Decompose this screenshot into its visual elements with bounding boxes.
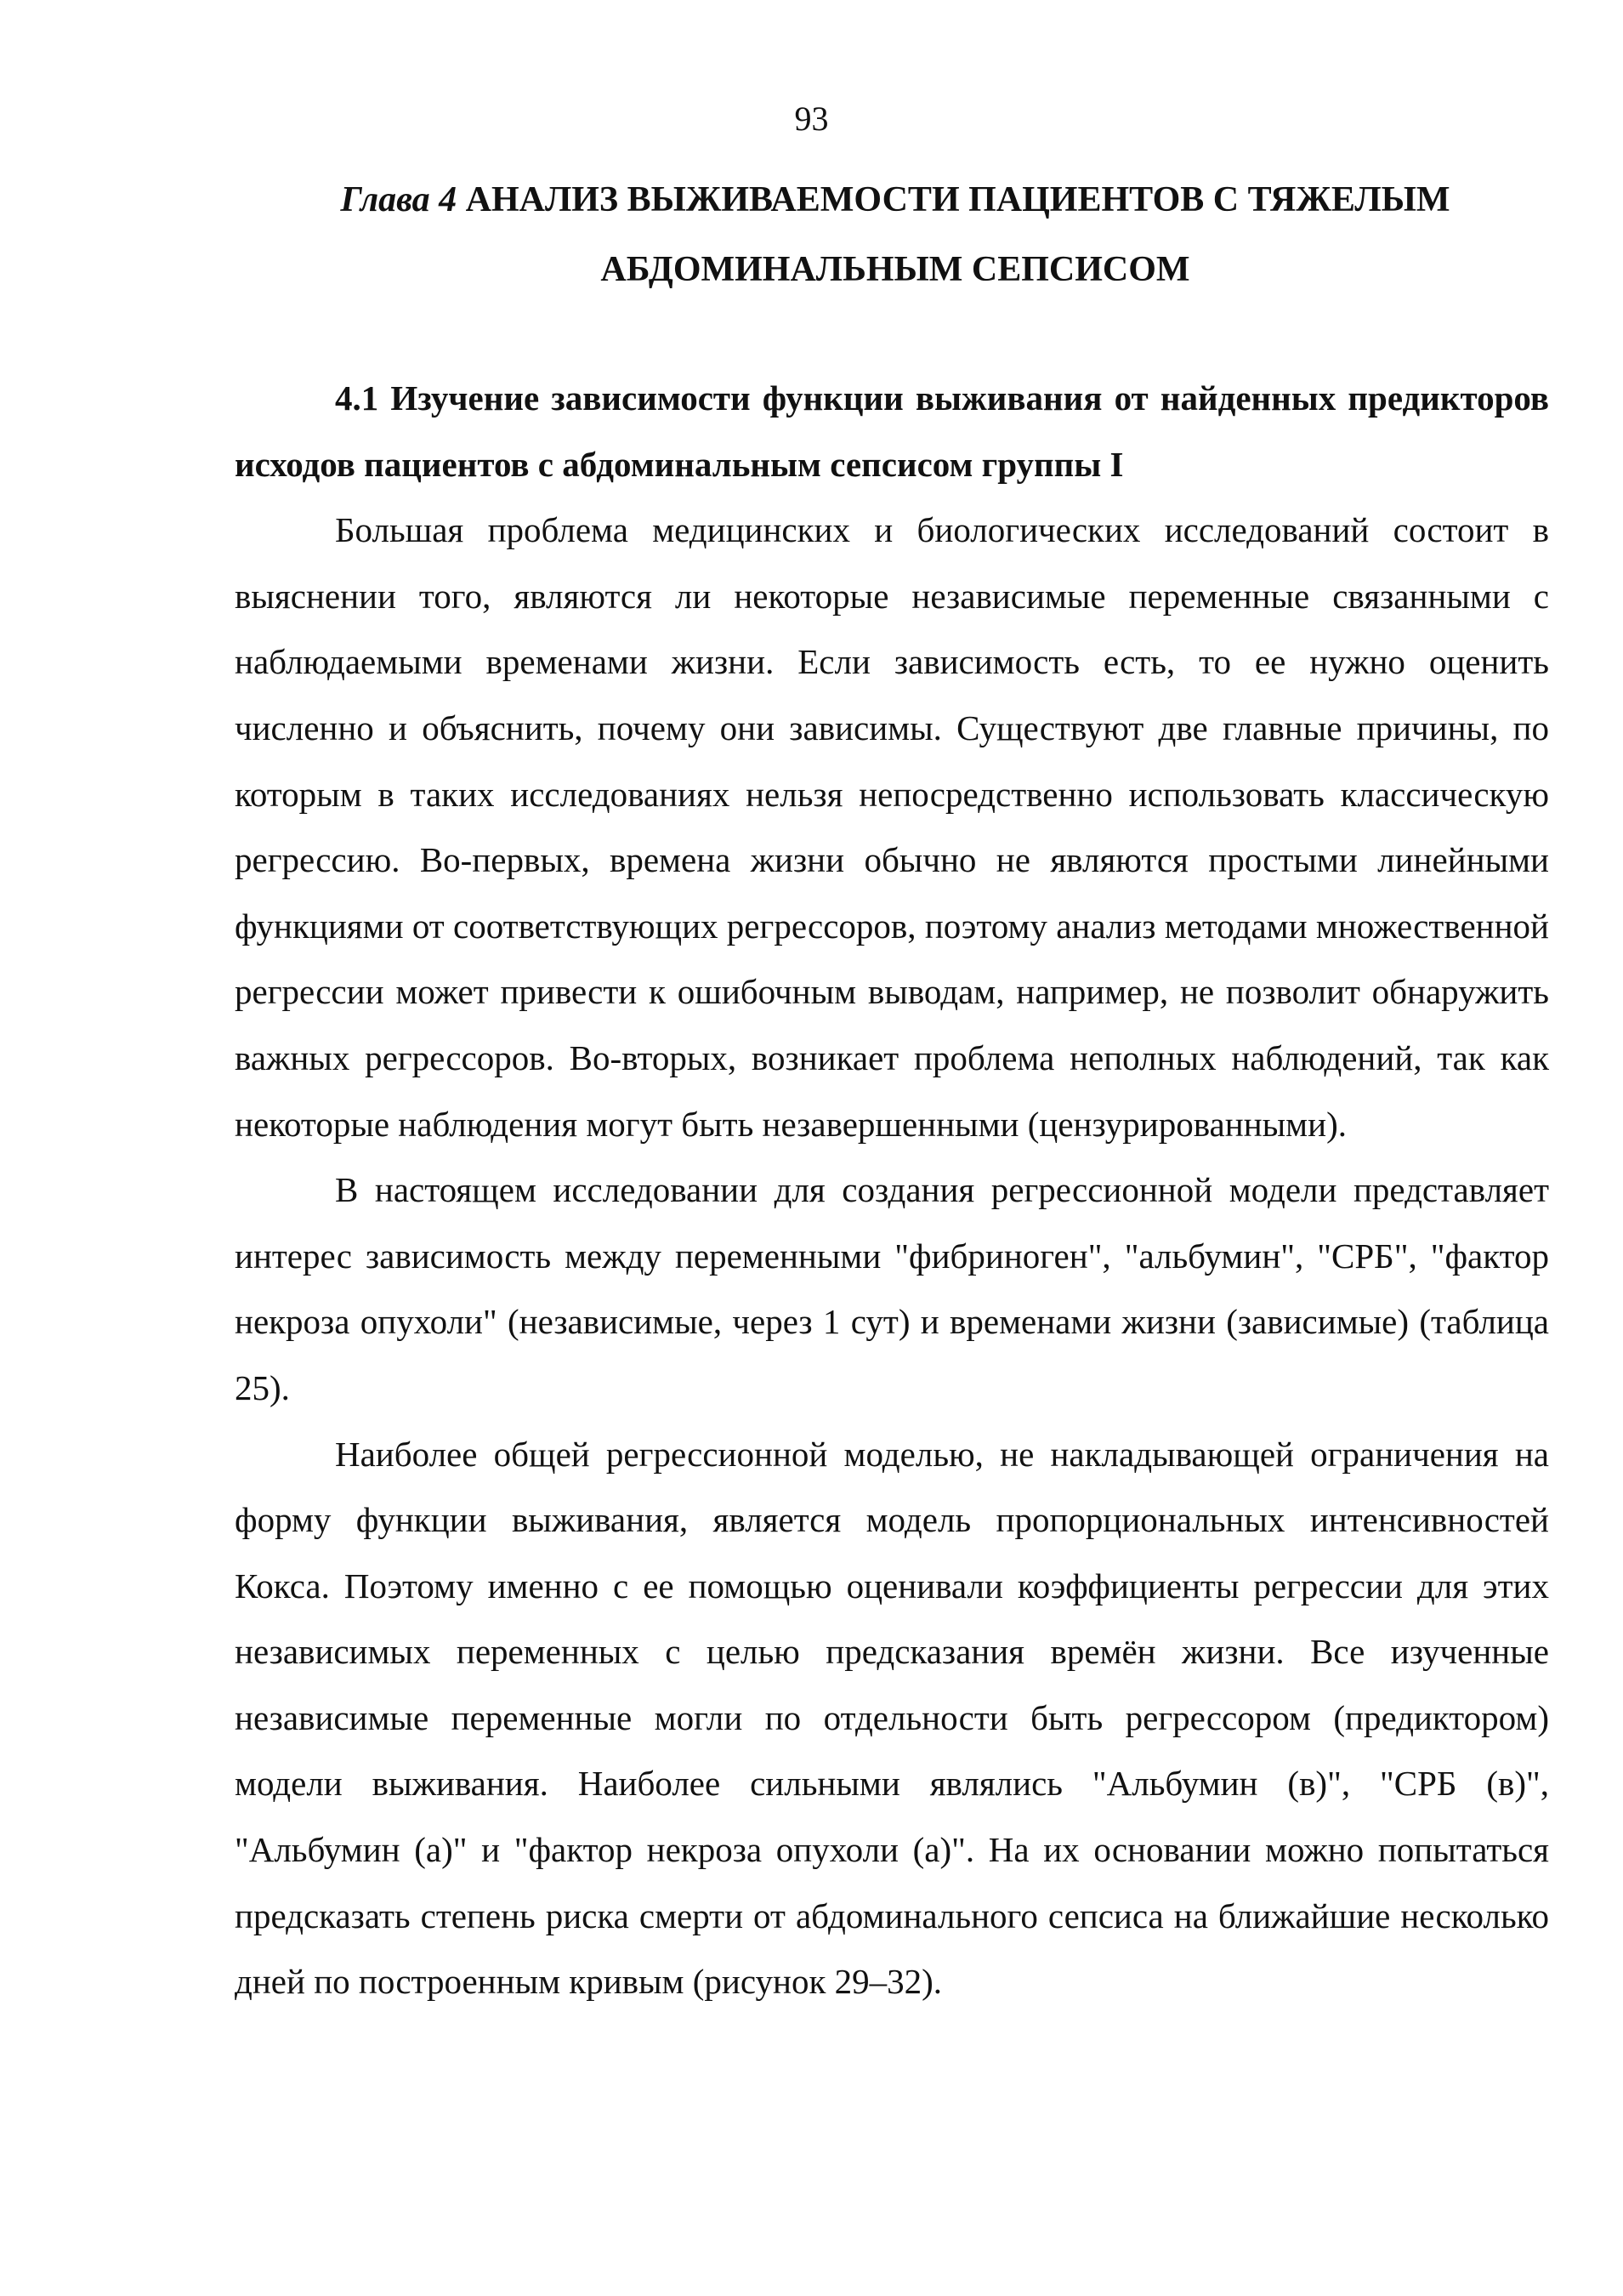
paragraph-2: В настоящем исследовании для создания регрессионной модели представляет интерес зависимость между переменными "фибриноген", "альбумин", "СРБ", "фактор некроза опухоли" (независимые, через 1 сут) и временами жизни (зависимые) (таблица 25). xyxy=(235,1170,1549,1407)
document-body xyxy=(235,366,1549,2015)
page-number: 93 xyxy=(794,99,829,138)
chapter-title-line-1 xyxy=(235,165,1556,235)
chapter-title xyxy=(235,165,1556,304)
chapter-label: Глава 4 xyxy=(340,180,457,219)
section-heading: 4.1 Изучение зависимости функции выживания от найденных предикторов исходов пациентов с абдоминальным сепсисом группы I xyxy=(235,378,1549,484)
paragraph-1: Большая проблема медицинских и биологических исследований состоит в выяснении того, являются ли некоторые независимые переменные связанными с наблюдаемыми временами жизни. Если зависимость есть, то ее нужно оценить численно и объяснить, почему они зависимы. Существуют две главные причины, по которым в таких исследованиях нельзя непосредственно использовать классическую регрессию. Во-первых, времена жизни обычно не являются простыми линейными функциями от соответствующих регрессоров, поэтому анализ методами множественной регрессии может привести к ошибочным выводам, например, не позволит обнаружить важных регрессоров. Во-вторых, возникает проблема неполных наблюдений, так как некоторые наблюдения могут быть незавершенными (цензурированными). xyxy=(235,510,1549,1144)
paragraph-3: Наиболее общей регрессионной моделью, не накладывающей ограничения на форму функции выживания, является модель пропорциональных интенсивностей Кокса. Поэтому именно с ее помощью оценивали коэффициенты регрессии для этих независимых переменных с целью предсказания времён жизни. Все изученные независимые переменные могли по отдельности быть регрессором (предиктором) модели выживания. Наиболее сильными являлись "Альбумин (в)", "СРБ (в)", "Альбумин (а)" и "фактор некроза опухоли (а)". На их основании можно попытаться предсказать степень риска смерти от абдоминального сепсиса на ближайшие несколько дней по построенным кривым (рисунок 29–32). xyxy=(235,1434,1549,2002)
chapter-title-text-1: АНАЛИЗ ВЫЖИВАЕМОСТИ ПАЦИЕНТОВ С ТЯЖЕЛЫМ xyxy=(465,180,1450,219)
chapter-title-line-2: АБДОМИНАЛЬНЫМ СЕПСИСОМ xyxy=(600,250,1190,289)
